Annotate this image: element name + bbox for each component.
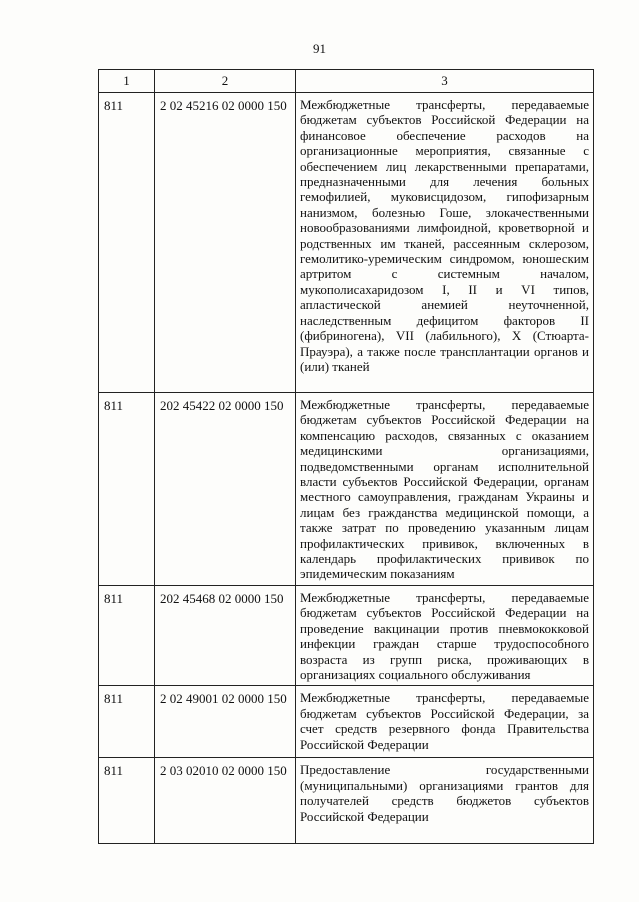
- description-line: подведомственными органам исполнительной: [300, 458, 589, 474]
- column-header-1: 1: [99, 70, 155, 93]
- description-line: инфекции граждан старше трудоспособного: [300, 636, 589, 652]
- description-line: Межбюджетные трансферты, передаваемые: [300, 589, 589, 605]
- description-line: предназначенными для лечения больных: [300, 174, 589, 190]
- description-cell: [296, 686, 594, 758]
- description-line: лицам без гражданства медицинской помощи, а: [300, 504, 589, 520]
- admin-code-cell: 811: [99, 686, 155, 758]
- description-line: также затрат по проведению указанным лицам: [300, 520, 589, 536]
- budget-code-cell: 2 02 49001 02 0000 150: [155, 686, 296, 758]
- admin-code-cell: 811: [99, 93, 155, 393]
- description-cell: [296, 93, 594, 393]
- description-line: получателей средств бюджетов субъектов: [300, 793, 589, 809]
- column-header-2: 2: [155, 70, 296, 93]
- description-line: бюджетам субъектов Российской Федерации на: [300, 605, 589, 621]
- description-line: Межбюджетные трансферты, передаваемые: [300, 397, 589, 412]
- table-row: [99, 585, 594, 685]
- column-header-3: 3: [296, 70, 594, 93]
- table-header-row: [99, 70, 594, 93]
- description-line: нанизмом, болезнью Гоше, злокачественными: [300, 204, 589, 220]
- budget-code-cell: 2 02 45216 02 0000 150: [155, 93, 296, 393]
- table-row: [99, 93, 594, 393]
- description-line: Российской Федерации: [300, 808, 429, 824]
- description-line: компенсацию расходов, связанных с оказанием: [300, 427, 589, 443]
- description-cell: [296, 393, 594, 586]
- description-line: организационные мероприятия, связанные с: [300, 143, 589, 159]
- description-line: (муниципальными) организациями грантов для: [300, 777, 589, 793]
- description-line: Предоставление государственными: [300, 762, 589, 778]
- description-line: мукополисахаридозом I, II и VI типов,: [300, 281, 589, 297]
- description-line: профилактических прививок, включенных в: [300, 535, 589, 551]
- description-line: медицинскими организациями,: [300, 443, 589, 459]
- description-line: Межбюджетные трансферты, передаваемые: [300, 97, 589, 112]
- description-line: бюджетам субъектов Российской Федерации, за: [300, 705, 589, 721]
- page-number: 91: [313, 41, 326, 56]
- description-line: гемофилией, муковисцидозом, гипофизарным: [300, 189, 589, 205]
- table-row: [99, 686, 594, 758]
- description-line: бюджетам субъектов Российской Федерации на: [300, 112, 589, 128]
- description-line: гемолитико-уремическим синдромом, юношеским: [300, 251, 589, 267]
- description-line: эпидемическим показаниям: [300, 566, 455, 582]
- description-cell: [296, 758, 594, 844]
- description-line: (или) тканей: [300, 358, 370, 374]
- description-line: новообразованиями лимфоидной, кроветворной и: [300, 220, 589, 236]
- description-line: (фибриногена), VII (лабильного), X (Стюарта-: [300, 328, 589, 344]
- description-line: родственных им тканей, рассеянным склерозом,: [300, 235, 589, 251]
- description-line: финансовое обеспечение расходов на: [300, 127, 589, 143]
- description-line: наследственным дефицитом факторов II: [300, 312, 589, 328]
- admin-code-cell: 811: [99, 393, 155, 586]
- budget-classification-table: [98, 69, 594, 844]
- table-row: [99, 758, 594, 844]
- budget-code-cell: 202 45468 02 0000 150: [155, 585, 296, 685]
- budget-code-cell: 2 03 02010 02 0000 150: [155, 758, 296, 844]
- description-line: возраста из групп риска, проживающих в: [300, 651, 589, 667]
- budget-code-cell: 202 45422 02 0000 150: [155, 393, 296, 586]
- description-line: календарь профилактических прививок по: [300, 551, 589, 567]
- description-line: бюджетам субъектов Российской Федерации на: [300, 412, 589, 428]
- table-body: [99, 93, 594, 844]
- description-line: проведение вакцинации против пневмококковой: [300, 620, 589, 636]
- description-line: обеспечением лиц лекарственными препаратами,: [300, 158, 589, 174]
- description-cell: [296, 585, 594, 685]
- description-line: Межбюджетные трансферты, передаваемые: [300, 690, 589, 706]
- description-line: местного самоуправления, гражданам Украины и: [300, 489, 589, 505]
- description-line: артритом с системным началом,: [300, 266, 589, 282]
- description-line: апластической анемией неуточненной,: [300, 297, 589, 313]
- admin-code-cell: 811: [99, 585, 155, 685]
- description-line: власти субъектов Российской Федерации, органам: [300, 474, 589, 490]
- table-row: [99, 393, 594, 586]
- description-line: счет средств резервного фонда Правительства: [300, 721, 589, 737]
- description-line: организациях социального обслуживания: [300, 666, 531, 682]
- description-line: Российской Федерации: [300, 736, 429, 752]
- description-line: Прауэра), а также после трансплантации органов и: [300, 343, 589, 359]
- admin-code-cell: 811: [99, 758, 155, 844]
